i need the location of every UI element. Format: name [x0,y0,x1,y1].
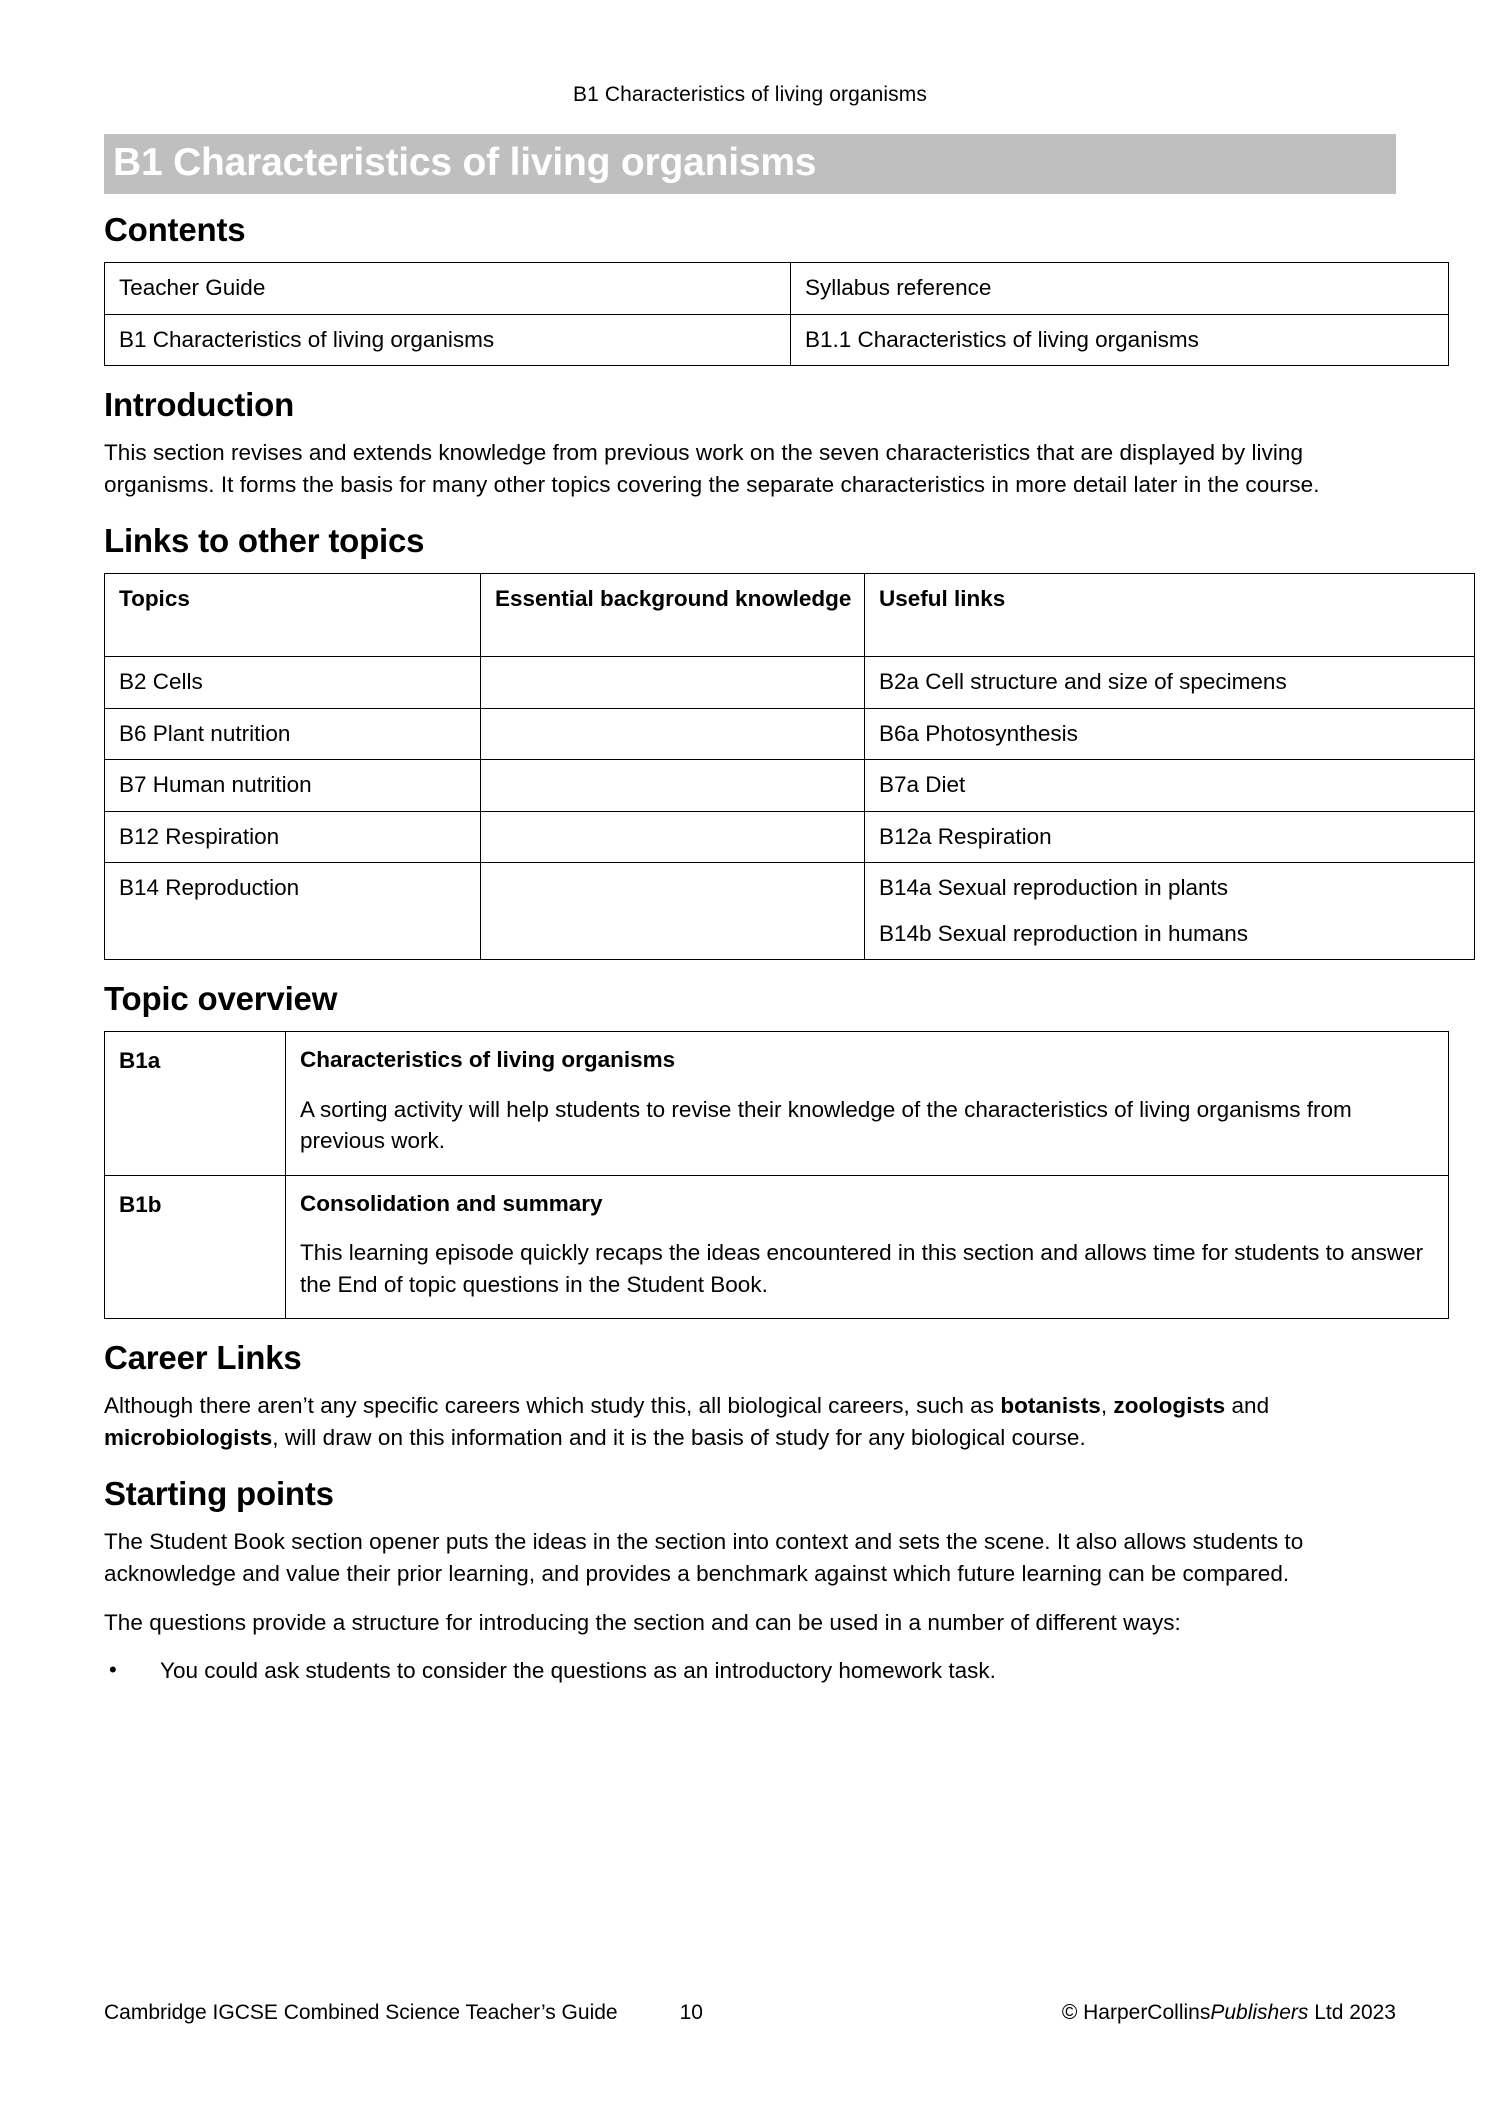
bullet-icon: • [109,1656,117,1682]
overview-code: B1a [105,1032,286,1176]
overview-title: Consolidation and summary [300,1190,603,1216]
links-topic: B12 Respiration [105,811,481,863]
links-background [481,657,865,709]
links-useful: B2a Cell structure and size of specimens [865,657,1475,709]
career-text-part: Although there aren’t any specific careers which study this, all biological careers, such as [104,1393,1001,1419]
heading-introduction: Introduction [104,386,295,424]
footer-copyright [1062,2000,1396,2025]
contents-table [104,262,1449,366]
heading-links-to-other-topics: Links to other topics [104,521,425,559]
links-header-useful: Useful links [865,573,1475,657]
career-text-part: and [1225,1393,1270,1419]
links-header-topics: Topics [105,573,481,657]
copyright-prefix: © HarperCollins [1061,2001,1211,2024]
overview-content [286,1032,1449,1176]
links-useful-line: B14a Sexual reproduction in plants [879,875,1228,901]
footer-title: Cambridge IGCSE Combined Science Teacher’s Guide [104,2001,618,2024]
career-term-botanists: botanists [1000,1393,1101,1419]
contents-cell-topic-name: B1 Characteristics of living organisms [105,314,791,366]
table-row [105,1032,1449,1176]
title-banner: B1 Characteristics of living organisms [104,134,1396,194]
contents-cell-teacher-guide: Teacher Guide [105,263,791,315]
links-topic: B14 Reproduction [105,863,481,960]
overview-code: B1b [105,1175,286,1319]
heading-career-links: Career Links [104,1339,302,1377]
links-useful: B7a Diet [865,760,1475,812]
overview-title: Characteristics of living organisms [300,1047,676,1073]
links-useful-multi [865,863,1475,960]
starting-points-paragraph-2: The questions provide a structure for introducing the section and can be used in a number of different ways: [104,1609,1181,1635]
contents-cell-syllabus-reference: Syllabus reference [791,263,1449,315]
contents-cell-topic-syllabus: B1.1 Characteristics of living organisms [791,314,1449,366]
table-row [105,314,1449,366]
links-topic: B2 Cells [105,657,481,709]
starting-points-bullet-list [104,1655,1396,1687]
heading-contents: Contents [104,211,246,249]
table-row [105,863,1475,960]
copyright-brand-italic: Publishers [1210,2001,1309,2024]
table-row [105,811,1475,863]
overview-content [286,1175,1449,1319]
overview-description: This learning episode quickly recaps the ideas encountered in this section and allows time for students to answer the End of topic questions in the Student Book. [300,1240,1424,1297]
links-useful: B12a Respiration [865,811,1475,863]
career-text-part: , [1100,1393,1114,1419]
links-background [481,863,865,960]
heading-topic-overview: Topic overview [104,980,338,1018]
table-row [105,263,1449,315]
page-content [104,0,1424,1697]
career-term-zoologists: zoologists [1113,1393,1226,1419]
list-item [104,1655,1396,1687]
running-header: B1 Characteristics of living organisms [573,83,927,106]
links-topic: B7 Human nutrition [105,760,481,812]
links-table [104,573,1475,961]
table-row [105,1175,1449,1319]
table-row [105,657,1475,709]
links-useful: B6a Photosynthesis [865,708,1475,760]
career-term-microbiologists: microbiologists [104,1425,273,1451]
links-topic: B6 Plant nutrition [105,708,481,760]
page-footer [104,2000,1396,2025]
links-header-background: Essential background knowledge [481,573,865,657]
career-links-paragraph [104,1390,1396,1455]
list-item-label: You could ask students to consider the questions as an introductory homework task. [160,1657,996,1683]
overview-description: A sorting activity will help students to revise their knowledge of the characteristics of living organisms from previous work. [300,1096,1352,1154]
footer-page-number: 10 [679,2001,703,2024]
table-row [105,708,1475,760]
links-useful-line: B14b Sexual reproduction in humans [879,920,1248,946]
heading-starting-points: Starting points [104,1474,334,1512]
introduction-paragraph: This section revises and extends knowledge from previous work on the seven characteristics that are displayed by living organisms. It forms the basis for many other topics covering the separate characteristics in more detail later in the course. [104,439,1320,498]
career-text-part: , will draw on this information and it is the basis of study for any biological course. [272,1425,1086,1451]
topic-overview-table [104,1031,1449,1319]
table-row [105,760,1475,812]
table-header-row [105,573,1475,657]
starting-points-paragraph-1: The Student Book section opener puts the ideas in the section into context and sets the scene. It also allows students to acknowledge and value their prior learning, and provides a benchmark against which future learning can be compared. [104,1528,1304,1587]
links-background [481,708,865,760]
links-background [481,811,865,863]
copyright-suffix: Ltd 2023 [1308,2001,1396,2024]
links-background [481,760,865,812]
